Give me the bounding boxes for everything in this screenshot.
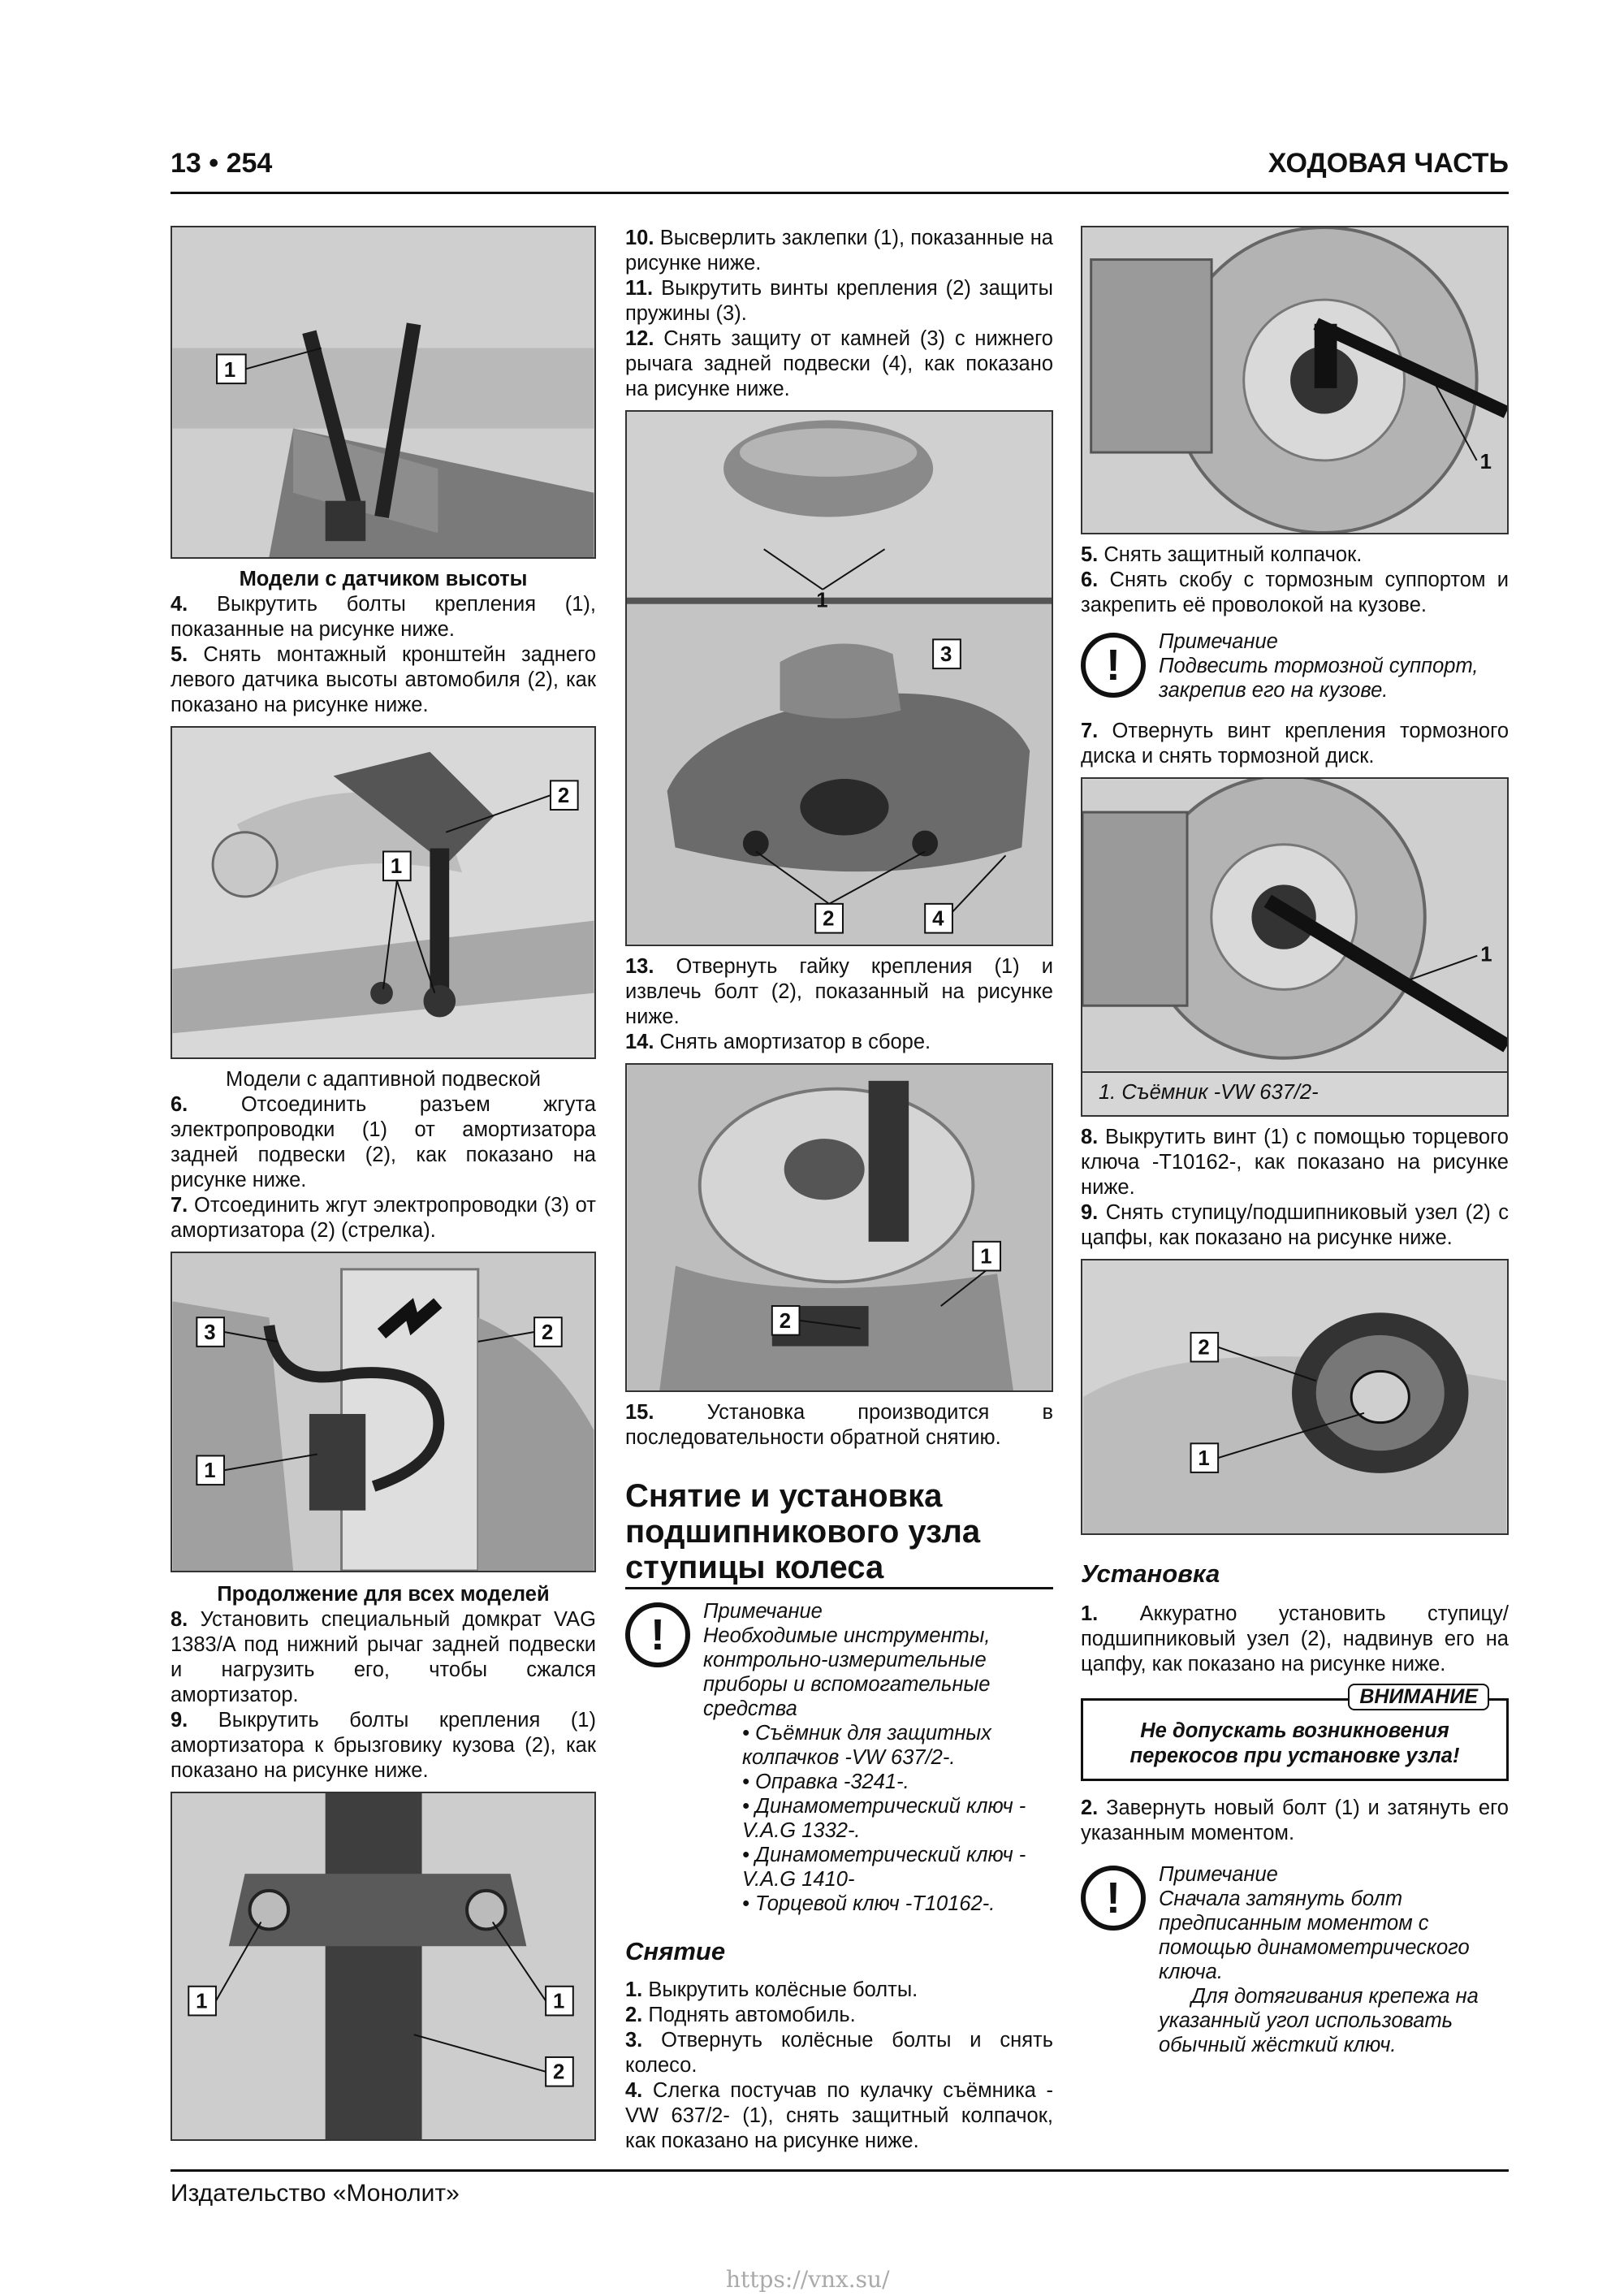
tool-item-5-text: Торцевой ключ -T10162-. [755,1892,996,1915]
figure-4-drawing [172,1793,594,2139]
c3-step-5 [1081,543,1509,568]
install-step-2-number: 2. [1081,1797,1099,1819]
c3-step-7 [1081,719,1509,769]
tool-item-1: • Съёмник для защитных колпачков -VW 637/2-. [742,1722,991,1769]
step-4-number: 4. [171,593,188,616]
figure-9-drawing [1082,1260,1507,1533]
c3-step-5-text: Снять защитный колпачок. [1104,543,1363,566]
note-torque-title: Примечание [1159,1863,1278,1886]
figure-shock-wiring [171,1252,596,1572]
step-5 [171,642,596,718]
fig4-callout-1-right: 1 [553,1990,565,2013]
step-6-number: 6. [171,1093,188,1116]
step-9-number: 9. [171,1709,188,1732]
step-13-text: Отвернуть гайку крепления (1) и извлечь болт (2), показанный на рисунке ниже. [625,955,1053,1028]
note-tools-title: Примечание [703,1600,823,1623]
removal-step-4-text: Слегка постучав по кулачку съёмника -VW 637/2- (1), снять защитный колпачок, как показано на рисунке ниже. [625,2079,1053,2152]
figure-caption: 1. Съёмник -VW 637/2- [1082,1071,1507,1113]
figure-8-drawing [1082,779,1507,1071]
note-caliper [1081,629,1509,703]
step-14-text: Снять амортизатор в сборе. [659,1031,931,1053]
step-12-number: 12. [625,327,654,350]
install-step-1-number: 1. [1081,1602,1099,1625]
c3-step-9 [1081,1200,1509,1251]
c3-step-8-text: Выкрутить винт (1) с помощью торцевого ключа -T10162-, как показано на рисунке ниже. [1081,1126,1509,1199]
heading-line-3: ступицы колеса [625,1550,884,1585]
step-6-text: Отсоединить разъем жгута электропроводки (1) от амортизатора задней подвески (2), как показано на рисунке ниже. [171,1093,596,1191]
step-5-number: 5. [171,643,188,666]
step-15 [625,1400,1053,1451]
removal-step-3-text: Отвернуть колёсные болты и снять колесо. [625,2029,1053,2077]
removal-step-1-text: Выкрутить колёсные болты. [648,1978,918,2001]
figure-shock-lower-mount [625,1063,1053,1392]
tool-item-4-text: Динамометрический ключ -V.A.G 1410- [742,1844,1026,1891]
figure-shock-top-bolts [171,1792,596,2141]
install-heading: Установка [1081,1559,1220,1588]
step-6 [171,1092,596,1193]
step-7 [171,1193,596,1243]
step-14 [625,1030,1053,1055]
column-1 [171,226,596,2141]
install-step-1 [1081,1602,1509,1677]
removal-step-2-number: 2. [625,2004,643,2026]
tool-item-2: • Оправка -3241-. [742,1771,909,1793]
step-12 [625,326,1053,402]
fig2-callout-1: 1 [390,855,403,879]
step-5-text: Снять монтажный кронштейн заднего левого датчика высоты автомобиля (2), как показано на рисунке ниже. [171,643,596,716]
install-step-2 [1081,1796,1509,1846]
c3-step-7-text: Отвернуть винт крепления тормозного диска и снять тормозной диск. [1081,720,1510,767]
figure-cap-puller [1081,226,1509,534]
tool-item-4: • Динамометрический ключ -V.A.G 1410- [742,1844,1026,1891]
note-caliper-title: Примечание [1159,630,1278,653]
fig3-callout-3: 3 [204,1321,216,1344]
exclamation-icon: ! [625,1602,690,1667]
publisher: Издательство «Монолит» [171,2180,460,2207]
heading-line-2: подшипникового узла [625,1514,981,1550]
fig4-callout-2: 2 [553,2060,565,2084]
heading-line-1: Снятие и установка [625,1478,943,1514]
step-15-number: 15. [625,1401,654,1424]
fig6-callout-2: 2 [779,1309,792,1333]
tool-item-5: • Торцевой ключ -T10162-. [742,1892,996,1915]
note-tools [625,1599,1053,1916]
header-divider [171,192,1509,194]
note-torque-text: Сначала затянуть болт предписанным моментом с помощью динамометрического ключа. [1159,1887,1470,1983]
c3-step-6 [1081,568,1509,618]
step-15-text: Установка производится в последовательности обратной снятию. [625,1401,1053,1449]
figure-disc-removal [1081,777,1509,1117]
step-8 [171,1607,596,1708]
step-8-number: 8. [171,1608,188,1631]
step-9 [171,1708,596,1784]
fig5-callout-3: 3 [940,643,952,667]
install-step-2-text: Завернуть новый болт (1) и затянуть его указанным моментом. [1081,1797,1509,1844]
removal-step-1 [625,1978,1053,2003]
fig5-callout-2: 2 [823,907,835,931]
figure-6-drawing [627,1065,1052,1390]
tool-item-3: • Динамометрический ключ -V.A.G 1332-. [742,1795,1026,1842]
step-10-number: 10. [625,227,654,249]
step-13-number: 13. [625,955,654,978]
figure-7-drawing [1082,227,1507,533]
footer-divider [171,2169,1509,2172]
subhead-models-adaptive: Модели с адаптивной подвеской [226,1068,541,1091]
removal-step-3-number: 3. [625,2029,643,2052]
step-13 [625,954,1053,1030]
figure-5-drawing [627,412,1052,945]
step-8-text: Установить специальный домкрат VAG 1383/A под нижний рычаг задней подвески и нагрузить его, чтобы сжался амортизатор. [171,1608,596,1706]
step-10 [625,226,1053,276]
removal-step-1-number: 1. [625,1978,643,2001]
note-torque-text-2: Для дотягивания крепежа на указанный угол использовать обычный жёсткий ключ. [1159,1985,1479,2056]
figure-stone-guard [625,410,1053,946]
step-7-number: 7. [171,1194,188,1217]
removal-step-2 [625,2003,1053,2028]
figure-hub-bearing [1081,1259,1509,1535]
removal-heading: Снятие [625,1937,726,1965]
step-12-text: Снять защиту от камней (3) с нижнего рычага задней подвески (4), как показано на рисунке ниже. [625,327,1053,400]
removal-step-4 [625,2078,1053,2154]
step-9-text: Выкрутить болты крепления (1) амортизатора к брызговику кузова (2), как показано на рисунке ниже. [171,1709,596,1782]
c3-step-8-number: 8. [1081,1126,1099,1148]
fig6-callout-1: 1 [980,1245,992,1269]
figure-1-drawing [172,227,594,557]
exclamation-icon: ! [1081,1866,1146,1931]
subhead-continue-all: Продолжение для всех моделей [217,1583,550,1606]
fig8-callout-1: 1 [1480,943,1492,966]
removal-step-4-number: 4. [625,2079,643,2102]
warning-box [1081,1685,1509,1781]
section-title: ХОДОВАЯ ЧАСТЬ [1268,148,1509,179]
exclamation-icon: ! [1081,633,1146,698]
watermark-url: https://vnx.su/ [726,2266,890,2293]
tool-item-1-text: Съёмник для защитных колпачков -VW 637/2-. [742,1722,991,1769]
note-caliper-text: Подвесить тормозной суппорт, закрепив его на кузове. [1159,655,1479,702]
tool-item-2-text: Оправка -3241-. [755,1771,909,1793]
note-torque [1081,1862,1509,2057]
subhead-models-sensor: Модели с датчиком высоты [239,568,528,590]
c3-step-7-number: 7. [1081,720,1099,742]
column-3 [1081,226,1509,2057]
warning-label: ВНИМАНИЕ [1348,1684,1489,1710]
fig1-callout-1: 1 [223,359,236,383]
fig5-callout-1: 1 [816,589,828,612]
step-11 [625,276,1053,326]
fig3-callout-1: 1 [204,1459,216,1483]
figure-3-drawing [172,1253,594,1571]
c3-step-6-text: Снять скобу с тормозным суппортом и закрепить её проволокой на кузове. [1081,569,1509,616]
fig7-callout-1: 1 [1479,450,1492,473]
fig2-callout-2: 2 [557,785,570,808]
removal-step-3 [625,2028,1053,2078]
c3-step-8 [1081,1125,1509,1200]
figure-sensor-bracket [171,726,596,1059]
step-10-text: Высверлить заклепки (1), показанные на рисунке ниже. [625,227,1053,275]
fig9-callout-2: 2 [1198,1336,1210,1360]
page-number: 13 • 254 [171,148,273,179]
note-tools-text: Необходимые инструменты, контрольно-измерительные приборы и вспомогательные средства [703,1624,991,1720]
c3-step-9-number: 9. [1081,1201,1099,1224]
fig5-callout-4: 4 [932,907,944,931]
removal-step-2-text: Поднять автомобиль. [648,2004,856,2026]
step-11-number: 11. [625,277,654,300]
install-step-1-text: Аккуратно установить ступицу/подшипниковый узел (2), надвинув его на цапфу, как показано на рисунке ниже. [1081,1602,1509,1676]
c3-step-9-text: Снять ступицу/подшипниковый узел (2) с цапфы, как показано на рисунке ниже. [1081,1201,1509,1249]
tool-item-3-text: Динамометрический ключ -V.A.G 1332-. [742,1795,1026,1842]
step-4 [171,592,596,642]
heading-rule [625,1587,1053,1589]
column-2 [625,226,1053,2154]
warning-text: Не допускать возникновения перекосов при установке узла! [1081,1698,1509,1781]
step-4-text: Выкрутить болты крепления (1), показанные на рисунке ниже. [171,593,596,641]
step-14-number: 14. [625,1031,654,1053]
step-7-text: Отсоединить жгут электропроводки (3) от амортизатора (2) (стрелка). [171,1194,596,1242]
fig9-callout-1: 1 [1198,1447,1210,1470]
c3-step-6-number: 6. [1081,569,1099,591]
fig3-callout-2: 2 [542,1321,554,1344]
figure-height-sensor-bolts [171,226,596,559]
section-heading [625,1478,1053,1585]
figure-2-drawing [172,728,594,1057]
fig4-callout-1-left: 1 [196,1990,208,2013]
c3-step-5-number: 5. [1081,543,1099,566]
step-11-text: Выкрутить винты крепления (2) защиты пружины (3). [625,277,1053,325]
